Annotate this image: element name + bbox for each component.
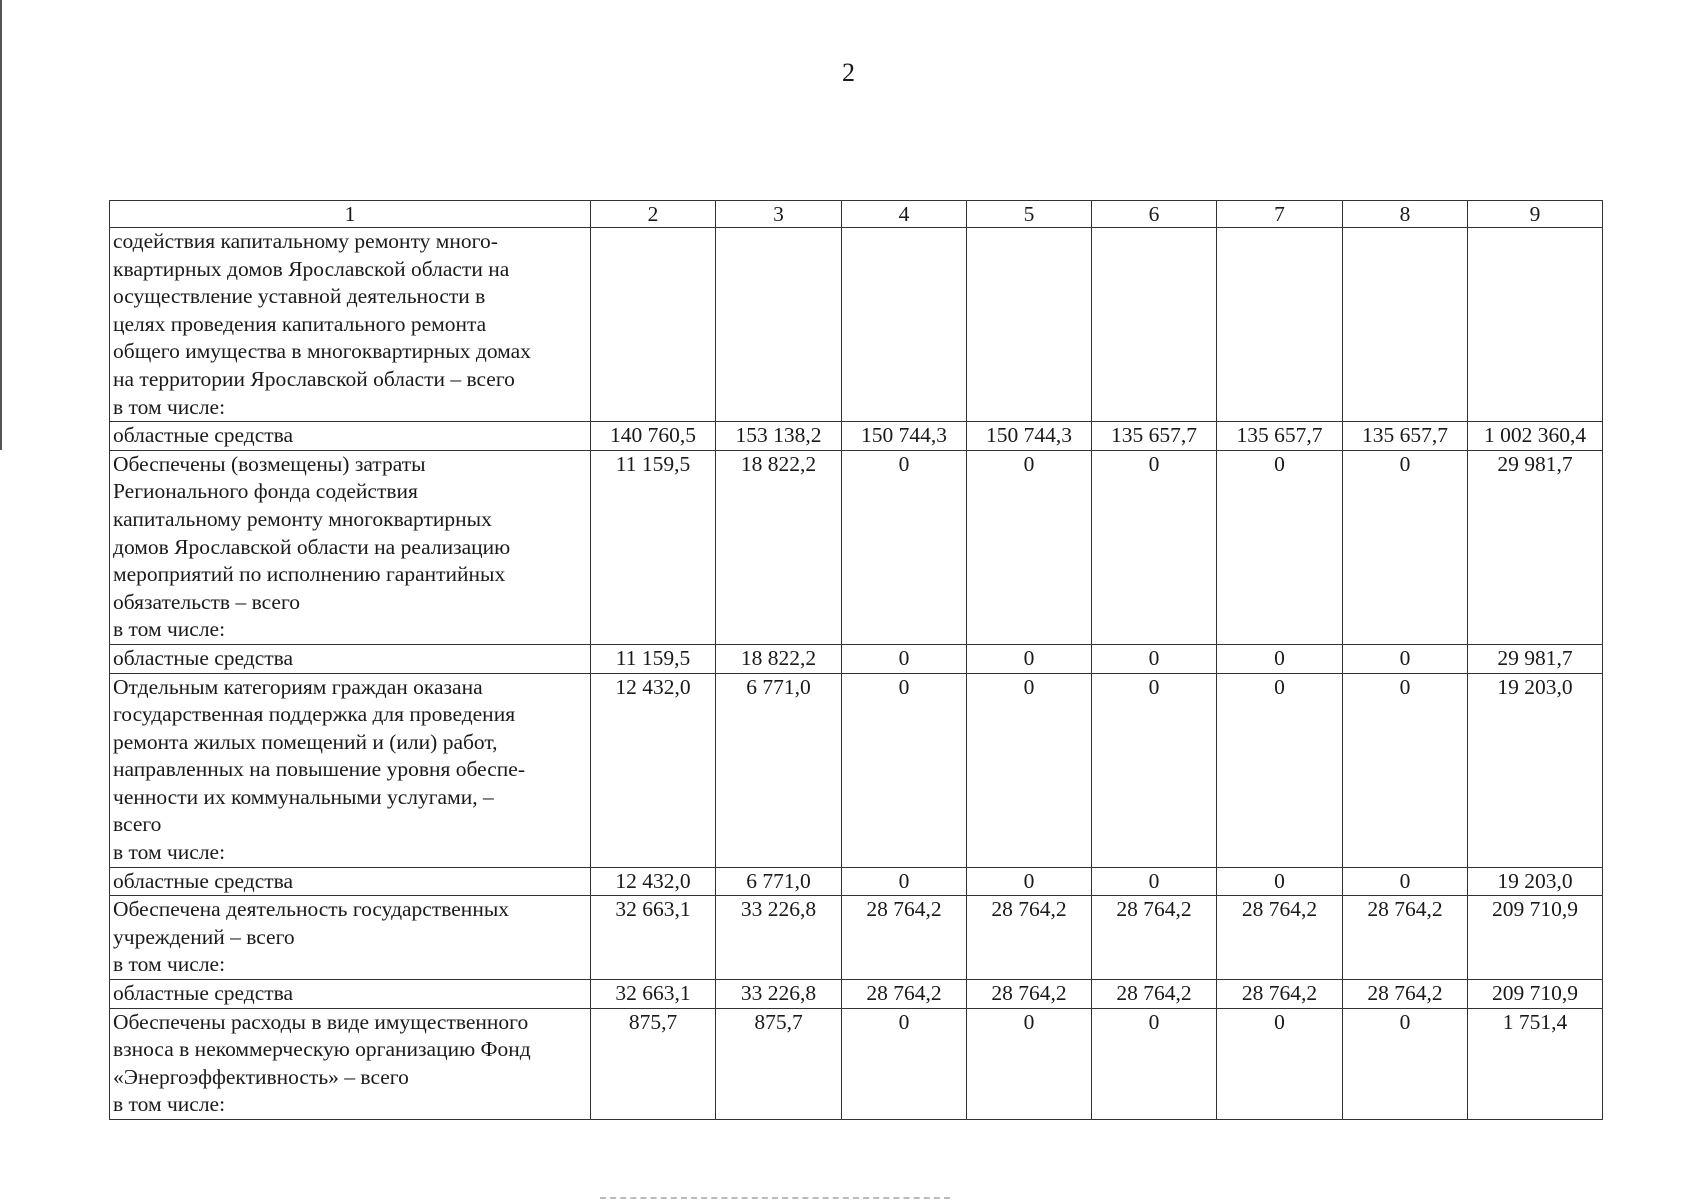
column-number-cell: 2 — [591, 201, 716, 228]
table-row — [110, 673, 1603, 867]
table-row — [110, 980, 1603, 1009]
value-cell: 19 203,0 — [1468, 673, 1603, 867]
value-cell: 0 — [967, 867, 1092, 896]
value-cell: 0 — [1217, 867, 1343, 896]
value-cell: 1 751,4 — [1468, 1008, 1603, 1119]
value-cell: 29 981,7 — [1468, 450, 1603, 644]
value-cell: 0 — [1343, 1008, 1468, 1119]
value-cell: 19 203,0 — [1468, 867, 1603, 896]
value-cell: 28 764,2 — [842, 896, 967, 980]
table-row — [110, 867, 1603, 896]
value-cell: 0 — [1343, 867, 1468, 896]
value-cell — [716, 228, 842, 422]
value-cell: 29 981,7 — [1468, 644, 1603, 673]
row-description: Обеспечены (возмещены) затраты Регионального фонда содействия капитальному ремонту многоквартирных домов Ярославской области на реализацию мероприятий по исполнению гарантийных обязательств – всего в том числе: — [110, 450, 591, 644]
value-cell: 150 744,3 — [967, 422, 1092, 451]
value-cell: 0 — [1092, 673, 1217, 867]
page-number: 2 — [842, 58, 855, 87]
value-cell: 11 159,5 — [591, 644, 716, 673]
table-row — [110, 896, 1603, 980]
value-cell: 0 — [967, 644, 1092, 673]
table-body — [110, 201, 1603, 1120]
value-cell: 0 — [1092, 644, 1217, 673]
value-cell — [1343, 228, 1468, 422]
value-cell: 0 — [842, 1008, 967, 1119]
value-cell: 0 — [842, 673, 967, 867]
value-cell: 1 002 360,4 — [1468, 422, 1603, 451]
row-description: областные средства — [110, 867, 591, 896]
value-cell: 140 760,5 — [591, 422, 716, 451]
value-cell: 209 710,9 — [1468, 896, 1603, 980]
value-cell: 28 764,2 — [1217, 980, 1343, 1009]
column-number-cell: 3 — [716, 201, 842, 228]
value-cell: 32 663,1 — [591, 896, 716, 980]
row-description: содействия капитальному ремонту много- квартирных домов Ярославской области на осуществление уставной деятельности в целях проведения капитального ремонта общего имущества в многоквартирных домах на территории Ярославской области – всего в том числе: — [110, 228, 591, 422]
value-cell: 12 432,0 — [591, 673, 716, 867]
value-cell: 6 771,0 — [716, 673, 842, 867]
value-cell: 0 — [967, 1008, 1092, 1119]
value-cell: 28 764,2 — [967, 980, 1092, 1009]
value-cell — [591, 228, 716, 422]
value-cell: 0 — [1092, 450, 1217, 644]
value-cell: 28 764,2 — [1343, 896, 1468, 980]
column-number-cell: 9 — [1468, 201, 1603, 228]
column-number-cell: 1 — [110, 201, 591, 228]
column-number-row — [110, 201, 1603, 228]
scan-artifact — [600, 1197, 950, 1201]
value-cell: 135 657,7 — [1343, 422, 1468, 451]
value-cell: 0 — [1343, 450, 1468, 644]
row-description: областные средства — [110, 422, 591, 451]
value-cell: 18 822,2 — [716, 450, 842, 644]
value-cell: 0 — [842, 644, 967, 673]
row-description: областные средства — [110, 980, 591, 1009]
value-cell: 150 744,3 — [842, 422, 967, 451]
table-row — [110, 228, 1603, 422]
budget-table — [109, 200, 1603, 1120]
value-cell: 135 657,7 — [1092, 422, 1217, 451]
value-cell — [1468, 228, 1603, 422]
value-cell: 153 138,2 — [716, 422, 842, 451]
value-cell: 0 — [1092, 1008, 1217, 1119]
row-description: Обеспечены расходы в виде имущественного взноса в некоммерческую организацию Фонд «Энергоэффективность» – всего в том числе: — [110, 1008, 591, 1119]
table-row — [110, 422, 1603, 451]
row-description: областные средства — [110, 644, 591, 673]
value-cell: 0 — [1092, 867, 1217, 896]
value-cell: 0 — [1343, 644, 1468, 673]
row-description: Отдельным категориям граждан оказана государственная поддержка для проведения ремонта жилых помещений и (или) работ, направленных на повышение уровня обеспе- ченности их коммунальными услугами, – всего в том числе: — [110, 673, 591, 867]
value-cell: 33 226,8 — [716, 980, 842, 1009]
value-cell: 28 764,2 — [1217, 896, 1343, 980]
value-cell: 28 764,2 — [1343, 980, 1468, 1009]
value-cell: 33 226,8 — [716, 896, 842, 980]
value-cell: 6 771,0 — [716, 867, 842, 896]
value-cell: 0 — [1217, 1008, 1343, 1119]
value-cell: 28 764,2 — [1092, 896, 1217, 980]
value-cell: 875,7 — [591, 1008, 716, 1119]
value-cell: 28 764,2 — [967, 896, 1092, 980]
column-number-cell: 4 — [842, 201, 967, 228]
value-cell: 0 — [842, 450, 967, 644]
value-cell: 0 — [1343, 673, 1468, 867]
column-number-cell: 8 — [1343, 201, 1468, 228]
column-number-cell: 6 — [1092, 201, 1217, 228]
value-cell: 875,7 — [716, 1008, 842, 1119]
value-cell: 0 — [1217, 450, 1343, 644]
value-cell: 11 159,5 — [591, 450, 716, 644]
value-cell — [1092, 228, 1217, 422]
value-cell: 12 432,0 — [591, 867, 716, 896]
table-row — [110, 1008, 1603, 1119]
table-row — [110, 450, 1603, 644]
value-cell: 18 822,2 — [716, 644, 842, 673]
value-cell: 28 764,2 — [842, 980, 967, 1009]
value-cell: 0 — [1217, 644, 1343, 673]
column-number-cell: 5 — [967, 201, 1092, 228]
value-cell: 0 — [842, 867, 967, 896]
value-cell: 209 710,9 — [1468, 980, 1603, 1009]
value-cell: 0 — [967, 450, 1092, 644]
value-cell: 28 764,2 — [1092, 980, 1217, 1009]
table-row — [110, 644, 1603, 673]
column-number-cell: 7 — [1217, 201, 1343, 228]
value-cell: 32 663,1 — [591, 980, 716, 1009]
value-cell: 135 657,7 — [1217, 422, 1343, 451]
value-cell: 0 — [1217, 673, 1343, 867]
value-cell: 0 — [967, 673, 1092, 867]
value-cell — [1217, 228, 1343, 422]
row-description: Обеспечена деятельность государственных учреждений – всего в том числе: — [110, 896, 591, 980]
value-cell — [842, 228, 967, 422]
value-cell — [967, 228, 1092, 422]
